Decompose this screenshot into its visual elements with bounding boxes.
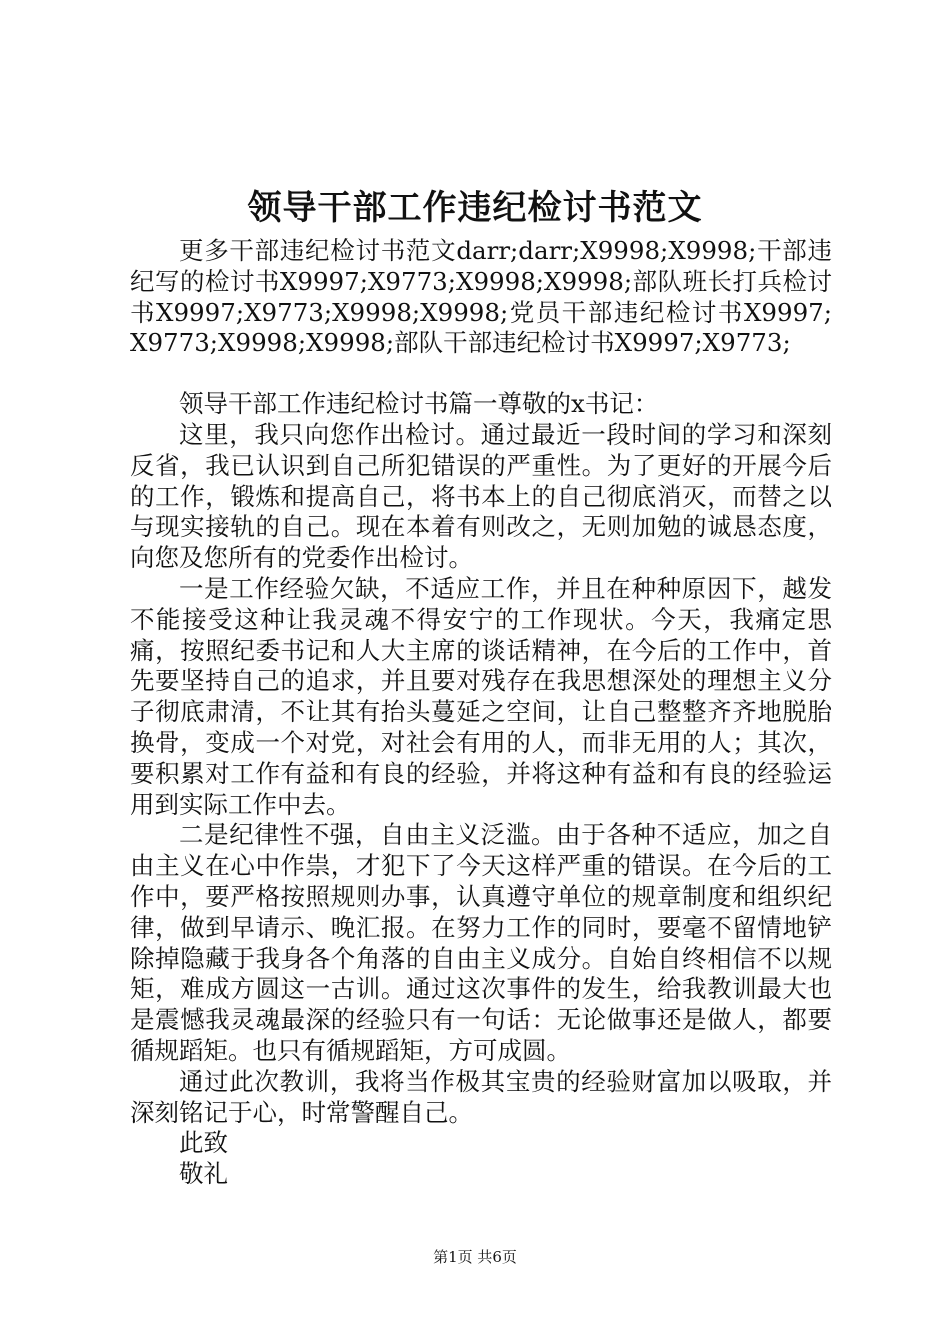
- closing-line-2: 敬礼: [179, 1159, 228, 1189]
- body-paragraph-4: 通过此次教训，我将当作极其宝贵的经验财富加以吸取，并深刻铭记于心，时常警醒自己。: [130, 1066, 832, 1127]
- page-footer: 第1页 共6页: [433, 1248, 517, 1266]
- intro-paragraph: 更多干部违纪检讨书范文darr;darr;X9998;X9998;干部违纪写的检讨书X9997;X9773;X9998;X9998;部队班长打兵检讨书X9997;X9773;X9998;X9998;党员干部违纪检讨书X9997;X9773;X9998;X9998;部队干部违纪检讨书X9997;X9773;: [130, 236, 832, 358]
- salutation-paragraph: 领导干部工作违纪检讨书篇一尊敬的x书记：: [179, 389, 659, 419]
- body-paragraph-3: 二是纪律性不强，自由主义泛滥。由于各种不适应，加之自由主义在心中作祟，才犯下了今天这样严重的错误。在今后的工作中，要严格按照规则办事，认真遵守单位的规章制度和组织纪律，做到早请示、晚汇报。在努力工作的同时，要毫不留情地铲除掉隐藏于我身各个角落的自由主义成分。自始自终相信不以规矩，难成方圆这一古训。通过这次事件的发生，给我教训最大也是震憾我灵魂最深的经验只有一句话：无论做事还是做人，都要循规蹈矩。也只有循规蹈矩，方可成圆。: [130, 820, 832, 1065]
- closing-line-1: 此致: [179, 1128, 228, 1158]
- document-body: [130, 236, 832, 1190]
- document-title: 领导干部工作违纪检讨书范文: [247, 188, 703, 228]
- body-paragraph-2: 一是工作经验欠缺，不适应工作，并且在种种原因下，越发不能接受这种让我灵魂不得安宁的工作现状。今天，我痛定思痛，按照纪委书记和人大主席的谈话精神，在今后的工作中，首先要坚持自己的追求，并且要对残存在我思想深处的理想主义分子彻底肃清，不让其有抬头蔓延之空间，让自己整整齐齐地脱胎换骨，变成一个对党，对社会有用的人，而非无用的人；其次，要积累对工作有益和有良的经验，并将这种有益和有良的经验运用到实际工作中去。: [130, 573, 832, 819]
- body-paragraph-1: 这里，我只向您作出检讨。通过最近一段时间的学习和深刻反省，我已认识到自己所犯错误的严重性。为了更好的开展今后的工作，锻炼和提高自己，将书本上的自己彻底消灭，而替之以与现实接轨的自己。现在本着有则改之，无则加勉的诚恳态度，向您及您所有的党委作出检讨。: [130, 419, 832, 573]
